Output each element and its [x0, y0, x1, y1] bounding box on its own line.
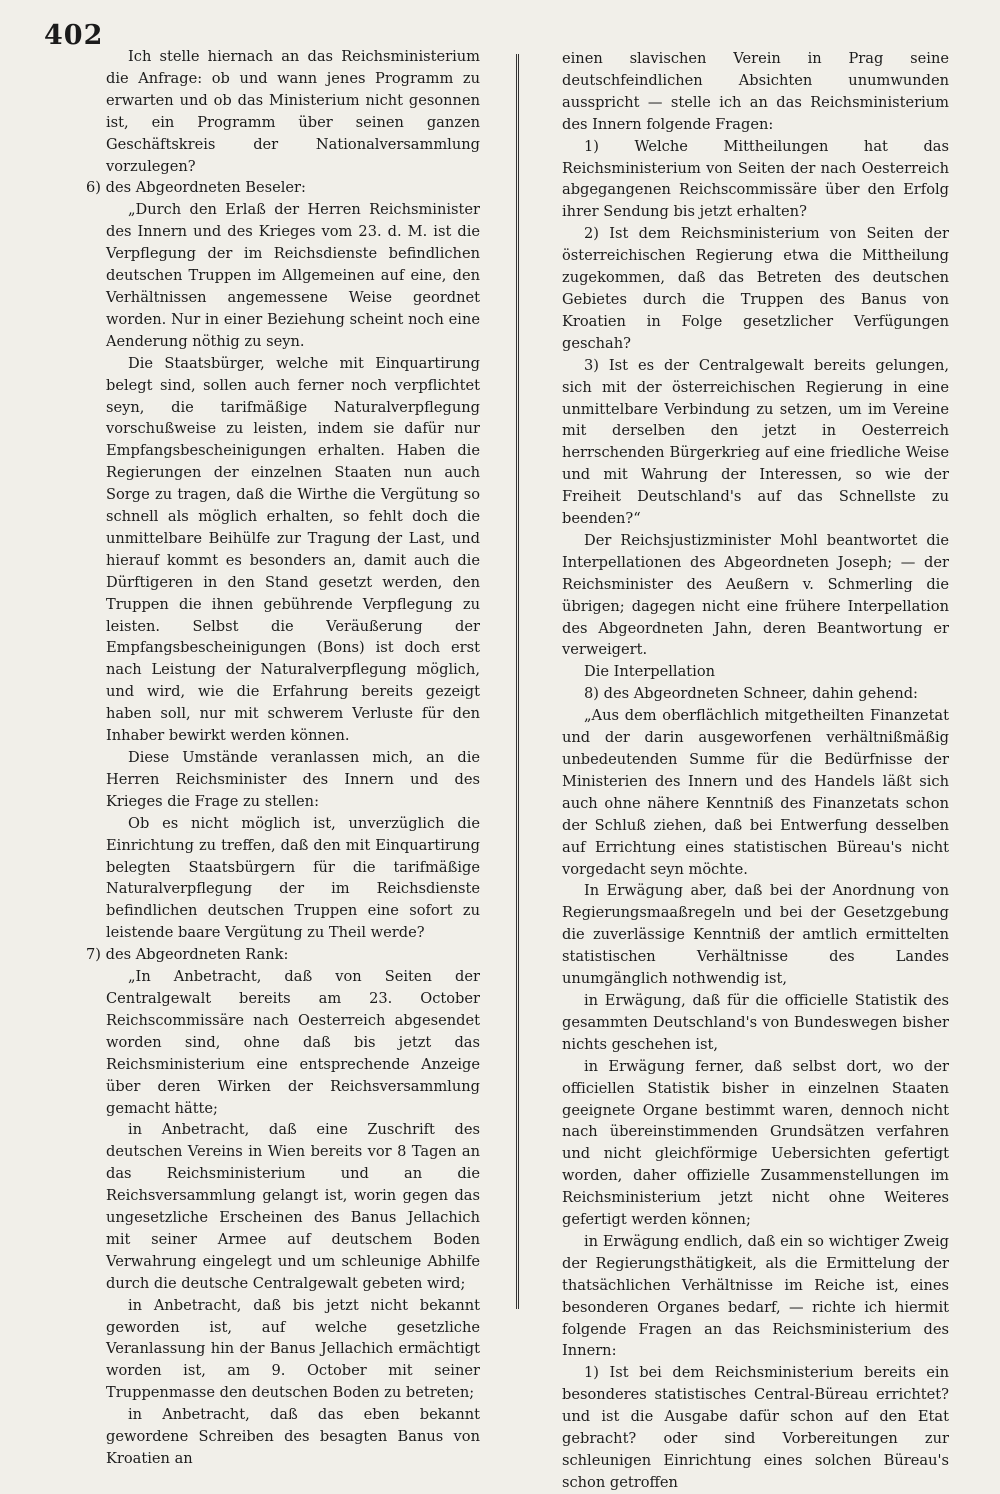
paragraph: Diese Umstände veranlassen mich, an die Herren Reichsminister des Innern und des Krieges die Frage zu stellen:	[106, 749, 480, 810]
paragraph: Ich stelle hiernach an das Reichsministerium die Anfrage: ob und wann jenes Programm zu erwarten und ob das Ministerium nicht gesonnen ist, ein Programm über seinen ganzen Geschäftskreis der Nationalversammlung vorzulegen?	[106, 48, 480, 175]
paragraph: in Anbetracht, daß das eben bekannt gewordene Schreiben des besagten Banus von Kroatien an	[106, 1406, 480, 1467]
paragraph: Die Interpellation	[584, 663, 716, 681]
interpellation-heading: 8) des Abgeordneten Schneer, dahin gehend:	[584, 685, 918, 703]
quote-paragraph: „In Anbetracht, daß von Seiten der Centralgewalt bereits am 23. October Reichscommissäre nach Oesterreich abgesendet worden sind, ohne daß bis jetzt das Reichsministerium eine entsprechende Anzeige über deren Wirken der Reichsversammlung gemacht hätte;	[106, 968, 480, 1117]
interpellation-heading: 7) des Abgeordneten Rank:	[86, 946, 289, 964]
paragraph: in Erwägung endlich, daß ein so wichtiger Zweig der Regierungsthätigkeit, als die Ermittelung der thatsächlichen Verhältnisse im Reiche ist, eines besonderen Organes bedarf, — richte ich hiermit folgende Fragen an das Reichsministerium des Innern:	[562, 1232, 949, 1360]
paragraph: Der Reichsjustizminister Mohl beantwortet die Interpellationen des Abgeordneten Joseph; — der Reichsminister des Aeußern v. Schmerling die übrigen; dagegen nicht eine frühere Interpellation des Abgeordneten Jahn, deren Beantwortung er verweigert.	[562, 531, 949, 659]
paragraph: in Anbetracht, daß bis jetzt nicht bekannt geworden ist, auf welche gesetzliche Veranlassung hin der Banus Jellachich ermächtigt worden ist, am 9. October mit seiner Truppenmasse den deutschen Boden zu betreten;	[106, 1296, 480, 1402]
question-item: 1) Welche Mittheilungen hat das Reichsministerium von Seiten der nach Oesterreich abgegangenen Reichscommissäre über den Erfolg ihrer Sendung bis jetzt erhalten?	[562, 137, 949, 221]
paragraph: in Erwägung, daß für die officielle Statistik des gesammten Deutschland's von Bundeswegen bisher nichts geschehen ist,	[562, 991, 949, 1053]
interpellation-heading: 6) des Abgeordneten Beseler:	[86, 179, 306, 197]
question-item: 2) Ist dem Reichsministerium von Seiten der österreichischen Regierung etwa die Mittheilung zugekommen, daß das Betreten des deutschen Gebietes durch die Truppen des Banus von Kroatien in Folge gesetzlicher Verfügungen geschah?	[562, 225, 949, 352]
quote-paragraph: „Aus dem oberflächlich mitgetheilten Finanzetat und der darin ausgeworfenen verhältnißmäßig unbedeutenden Summe für die Bedürfnisse der Ministerien des Innern und des Handels läßt sich auch ohne nähere Kenntniß des Finanzetats schon der Schluß ziehen, daß bei Entwerfung desselben auf Errichtung eines statistischen Büreau's nicht vorgedacht seyn möchte.	[562, 707, 949, 878]
paragraph: einen slavischen Verein in Prag seine deutschfeindlichen Absichten unumwunden ausspricht — stelle ich an das Reichsministerium des Innern folgende Fragen:	[562, 50, 949, 133]
right-column	[562, 48, 949, 1494]
paragraph: in Anbetracht, daß eine Zuschrift des deutschen Vereins in Wien bereits vor 8 Tagen an das Reichsministerium und an die Reichsversammlung gelangt ist, worin gegen das ungesetzliche Erscheinen des Banus Jellachich mit seiner Armee auf deutschem Boden Verwahrung eingelegt und um schleunige Abhilfe durch die deutsche Centralgewalt gebeten wird;	[106, 1121, 480, 1292]
paragraph: Die Staatsbürger, welche mit Einquartirung belegt sind, sollen auch ferner noch verpflichtet seyn, die tarifmäßige Naturalverpflegung vorschußweise zu leisten, indem sie dafür nur Empfangsbescheinigungen erhalten. Haben die Regierungen der einzelnen Staaten nun auch Sorge zu tragen, daß die Wirthe die Vergütung so schnell als möglich erhalten, so fehlt doch die unmittelbare Beihülfe zur Tragung der Last, und hierauf kommt es besonders an, damit auch die Dürftigeren in den Stand gesetzt werden, den Truppen die ihnen gebührende Verpflegung zu leisten. Selbst die Veräußerung der Empfangsbescheinigungen (Bons) ist doch erst nach Leistung der Naturalverpflegung möglich, und wird, wie die Erfahrung bereits gezeigt haben soll, nur mit schwerem Verluste für den Inhaber bewirkt werden können.	[106, 354, 480, 745]
paragraph: in Erwägung ferner, daß selbst dort, wo der officiellen Statistik bisher in einzelnen Staaten geeignete Organe bestimmt waren, dennoch nicht nach übereinstimmenden Grundsätzen verfahren und nicht gleichförmige Uebersichten gefertigt worden, daher offizielle Zusammenstellungen im Reichsministerium jetzt nicht ohne Weiteres gefertigt werden können;	[562, 1057, 949, 1229]
question-paragraph: Ob es nicht möglich ist, unverzüglich die Einrichtung zu treffen, daß den mit Einquartirung belegten Staatsbürgern für die tarifmäßige Naturalverpflegung der im Reichsdienste befindlichen deutschen Truppen eine sofort zu leistende baare Vergütung zu Theil werde?	[106, 814, 480, 942]
column-divider	[516, 54, 519, 1309]
left-column	[86, 46, 480, 1470]
quote-paragraph: „Durch den Erlaß der Herren Reichsminister des Innern und des Krieges vom 23. d. M. ist die Verpflegung der im Reichsdienste befindlichen deutschen Truppen im Allgemeinen auf eine, den Verhältnissen angemessene Weise geordnet worden. Nur in einer Beziehung scheint noch eine Aenderung nöthig zu seyn.	[106, 201, 480, 350]
page-number: 402	[44, 20, 104, 51]
question-item: 1) Ist bei dem Reichsministerium bereits ein besonderes statistisches Central-Büreau errichtet? und ist die Ausgabe dafür schon auf den Etat gebracht? oder sind Vorbereitungen zur schleunigen Einrichtung eines solchen Büreau's schon getroffen	[562, 1364, 949, 1491]
paragraph: In Erwägung aber, daß bei der Anordnung von Regierungsmaaßregeln und bei der Gesetzgebung die zuverlässige Kenntniß der amtlich ermittelten statistischen Verhältnisse des Landes unumgänglich nothwendig ist,	[562, 882, 949, 988]
question-item: 3) Ist es der Centralgewalt bereits gelungen, sich mit der österreichischen Regierung in eine unmittelbare Verbindung zu setzen, um im Vereine mit derselben den jetzt in Oesterreich herrschenden Bürgerkrieg auf eine friedliche Weise und mit Wahrung der Interessen, so wie der Freiheit Deutschland's auf das Schnellste zu beenden?“	[562, 356, 949, 528]
